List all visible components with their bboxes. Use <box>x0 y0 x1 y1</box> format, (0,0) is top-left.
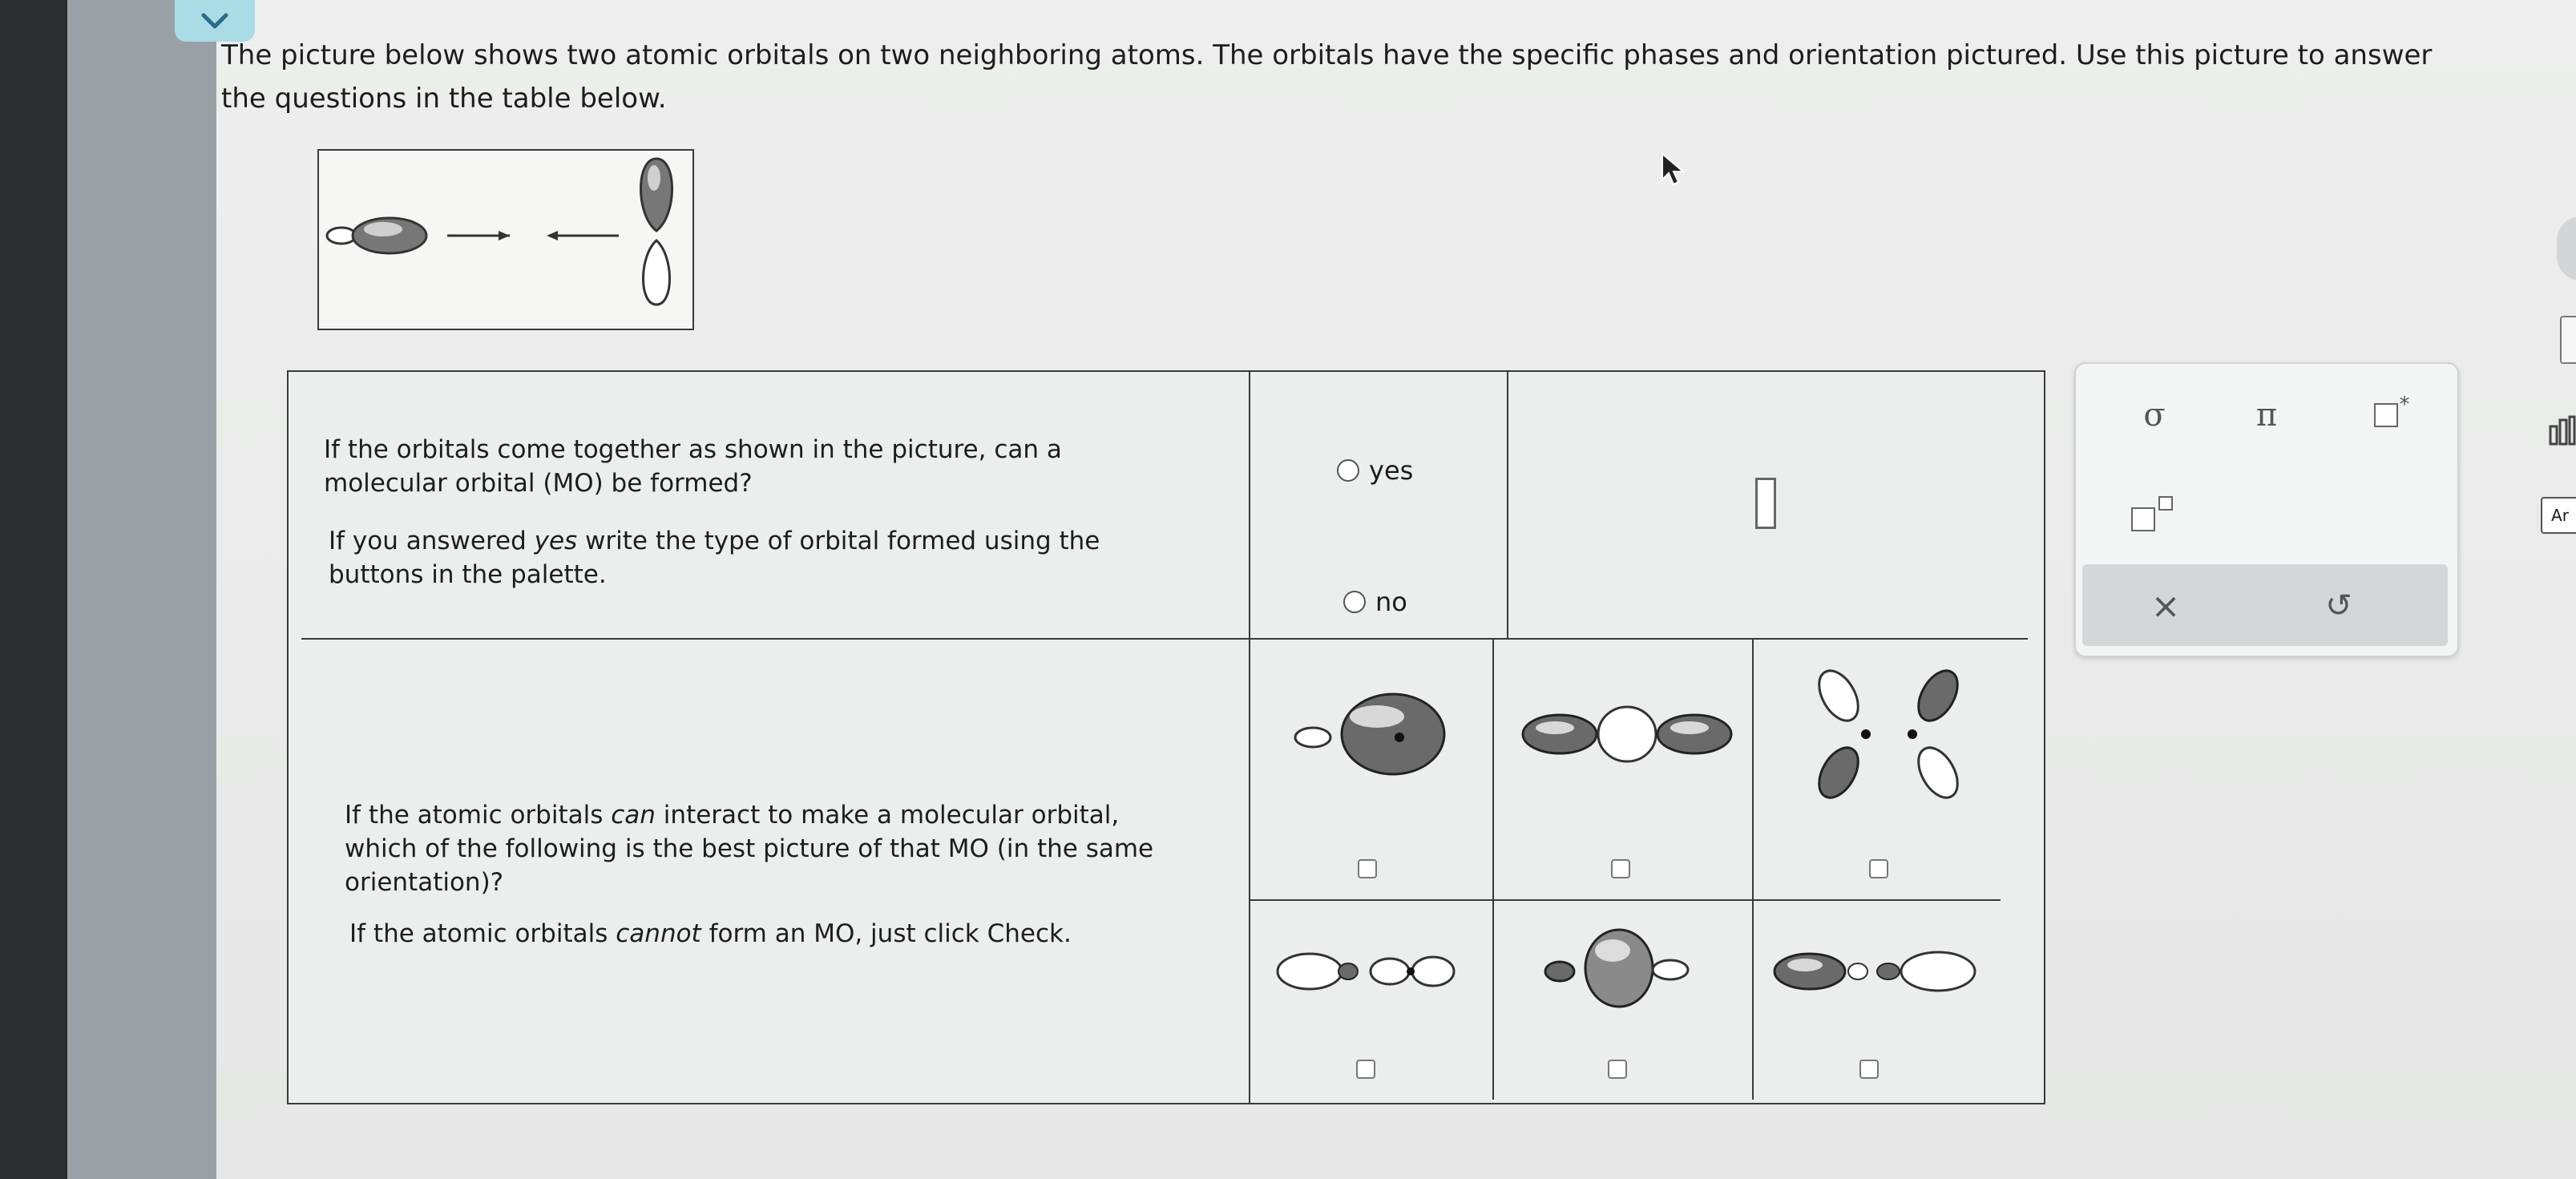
superscript-button[interactable] <box>2116 484 2188 540</box>
chevron-down-icon <box>199 10 231 31</box>
intro-line-1: The picture below shows two atomic orbitals on two neighboring atoms. The orbitals have the specific phases and orientation pictured. Use this picture to answer <box>221 39 2433 71</box>
row1-instruction-line-2: buttons in the palette. <box>329 560 607 589</box>
s-p-orbital-left <box>327 218 426 253</box>
radio-no[interactable] <box>1343 587 1407 617</box>
placeholder-box-icon <box>2374 403 2398 427</box>
row1-instruction: If you answered yes write the type of orbital formed using the buttons in the palette. <box>329 524 1100 592</box>
mo-choice-2-checkbox[interactable] <box>1611 859 1630 878</box>
mo-choice-6-picture <box>1768 943 1984 999</box>
radio-yes[interactable] <box>1337 455 1413 486</box>
choices-row-divider <box>1250 899 2001 901</box>
periodic-table-label: Ar <box>2551 506 2569 525</box>
row2-instruction: If the atomic orbitals cannot form an MO, just click Check. <box>349 919 1072 948</box>
mo-choice-6-checkbox[interactable] <box>1859 1060 1879 1079</box>
screen-bezel <box>0 0 67 1179</box>
mouse-cursor-icon <box>1659 151 1691 189</box>
palette-action-bar <box>2082 564 2448 646</box>
superscript-box-icon <box>2158 496 2173 511</box>
radio-no-circle[interactable] <box>1343 591 1366 613</box>
sigma-button[interactable]: σ <box>2143 397 2166 434</box>
col-divider-3 <box>1492 640 1494 1100</box>
orbital-picture <box>317 149 694 330</box>
mo-choice-5-checkbox[interactable] <box>1608 1060 1627 1079</box>
col-divider-1 <box>1249 370 1250 1103</box>
orbital-diagram <box>319 151 692 329</box>
intro-text <box>221 34 2432 120</box>
row1-question-line-1: If the orbitals come together as shown in the picture, can a <box>324 435 1062 464</box>
row1-question-line-2: molecular orbital (MO) be formed? <box>324 469 753 498</box>
mo-choice-5-picture <box>1539 922 1699 1010</box>
data-chart-icon[interactable] <box>2547 415 2576 447</box>
row2-question-line-3: orientation)? <box>345 868 504 897</box>
mo-choice-1-checkbox[interactable] <box>1358 859 1377 878</box>
mo-choice-4-checkbox[interactable] <box>1356 1060 1375 1079</box>
left-sidebar <box>67 0 216 1179</box>
antibonding-star-button[interactable] <box>2360 391 2424 439</box>
radio-yes-label: yes <box>1369 455 1414 486</box>
col-divider-2 <box>1507 370 1508 640</box>
calculator-icon[interactable] <box>2560 316 2576 364</box>
undo-button[interactable]: ↺ <box>2325 587 2352 624</box>
row-divider <box>301 638 2028 640</box>
mo-choice-4-picture <box>1274 943 1467 999</box>
mo-choice-3-picture <box>1795 657 1988 818</box>
star-label: * <box>2399 393 2410 417</box>
intro-line-2: the questions in the table below. <box>221 83 667 115</box>
clear-button[interactable]: × <box>2150 585 2181 627</box>
row1-question <box>324 433 1062 500</box>
answer-input[interactable] <box>1755 478 1776 529</box>
mo-choice-1-picture <box>1290 681 1459 785</box>
col-divider-4 <box>1752 640 1754 1100</box>
row2-question: If the atomic orbitals can interact to make a molecular orbital, which of the following is the best picture of that MO (in the same orientation)? <box>345 798 1153 899</box>
p-orbital-vertical <box>641 159 672 305</box>
radio-no-label: no <box>1375 587 1407 617</box>
periodic-table-button[interactable] <box>2541 497 2576 534</box>
base-box-icon <box>2131 507 2155 531</box>
approach-arrows <box>447 231 619 240</box>
pi-button[interactable]: π <box>2255 397 2278 434</box>
row2-question-line-2: which of the following is the best picture of that MO (in the same <box>345 834 1154 863</box>
mo-choice-2-picture <box>1515 702 1739 790</box>
mo-choice-3-checkbox[interactable] <box>1869 859 1888 878</box>
radio-yes-circle[interactable] <box>1337 459 1359 482</box>
